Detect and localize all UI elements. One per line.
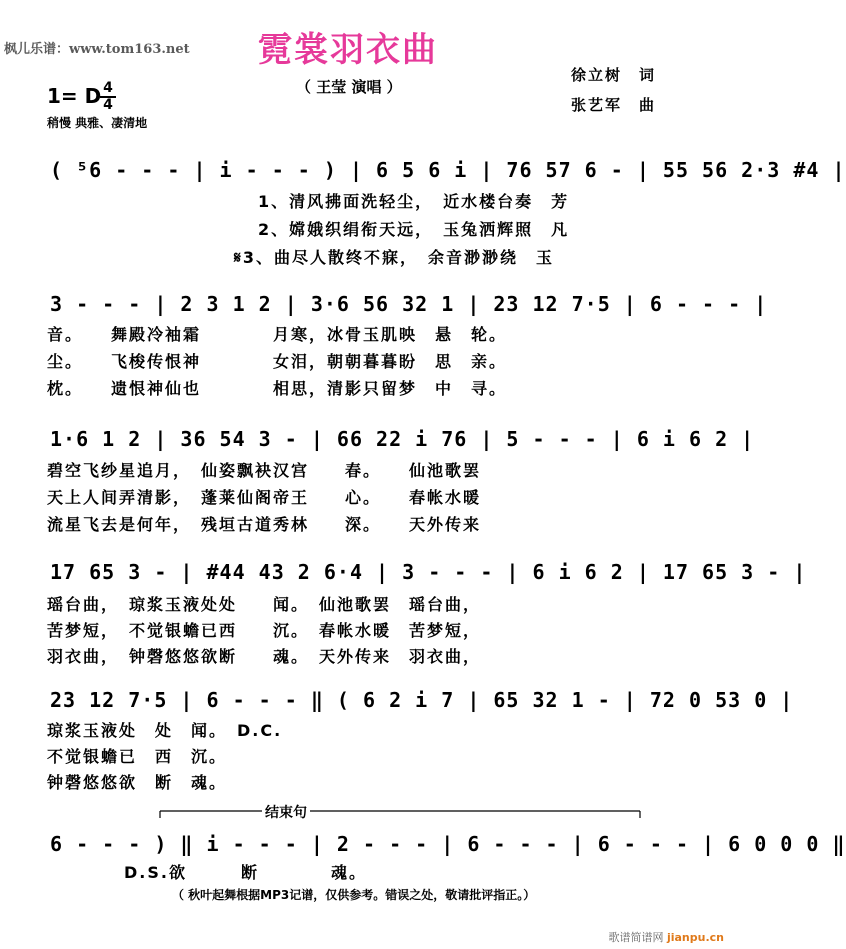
ending-label: 结束句 [262, 802, 310, 822]
system-5-lyric-1: 琼浆玉液处 处 闻。 D.C. [47, 721, 283, 740]
system-6-lyric: D.S.欲 断 魂。 [124, 863, 367, 882]
key-signature: 1= D [47, 84, 102, 108]
system-4-notes: 17 65 3 - | #44 43 2 6·4 | 3 - - - | 6 i 6 2 | 17 65 3 - | [50, 560, 807, 584]
system-1-lyric-1: 1、清风拂面洗轻尘， 近水楼台奏 芳 [258, 192, 570, 211]
system-4-lyric-1: 瑶台曲， 琼浆玉液处处 闻。 仙池歌罢 瑶台曲， [47, 595, 482, 614]
system-5-notes: 23 12 7·5 | 6 - - - ‖ ( 6 2 i 7 | 65 32 1 - | 72 0 53 0 | [50, 688, 794, 712]
system-2-lyric-3: 枕。 遗恨神仙也 相思，清影只留梦 中 寻。 [47, 379, 508, 398]
system-2-notes: 3 - - - | 2 3 1 2 | 3·6 56 32 1 | 23 12 7·5 | 6 - - - | [50, 292, 768, 316]
system-1-lyric-2: 2、嫦娥织绢衔天远， 玉兔洒辉照 凡 [258, 220, 570, 239]
system-2-lyric-2: 尘。 飞梭传恨神 女泪，朝朝暮暮盼 思 亲。 [47, 352, 508, 371]
corner-watermark-alt: jianpu.cn [666, 931, 724, 944]
footer-note: （ 秋叶起舞根据MP3记谱，仅供参考。错误之处，敬请批评指正。） [172, 888, 536, 902]
composer-credit: 张艺军 曲 [571, 96, 657, 114]
system-5-lyric-2: 不觉银蟾已 西 沉。 [47, 747, 228, 766]
system-4-lyric-3: 羽衣曲， 钟磬悠悠欲断 魂。 天外传来 羽衣曲， [47, 647, 482, 666]
system-3-notes: 1·6 1 2 | 36 54 3 - | 66 22 i 76 | 5 - - - | 6 i 6 2 | [50, 427, 755, 451]
system-3-lyric-1: 碧空飞纱星追月， 仙姿飘袂汉宫 春。 仙池歌罢 [47, 461, 482, 480]
singer-credit: （ 王莹 演唱 ） [296, 78, 402, 96]
time-signature-bottom: 4 [103, 97, 113, 113]
system-4-lyric-2: 苦梦短， 不觉银蟾已西 沉。 春帐水暖 苦梦短， [47, 621, 482, 640]
system-2-lyric-1: 音。 舞殿冷袖霜 月寒，冰骨玉肌映 悬 轮。 [47, 325, 508, 344]
system-6-notes: 6 - - - ) ‖ i - - - | 2 - - - | 6 - - - | 6 - - - | 6 0 0 0 ‖ [50, 832, 846, 856]
corner-watermark-text: 歌谱简谱网 [608, 931, 664, 944]
system-1-lyric-3: 𝄋3、曲尽人散终不寐， 余音渺渺绕 玉 [234, 248, 555, 267]
site-watermark: 枫儿乐谱：www.tom163.net [4, 42, 190, 57]
system-3-lyric-3: 流星飞去是何年， 残垣古道秀林 深。 天外传来 [47, 515, 482, 534]
system-1-notes: ( ⁵6 - - - | i - - - ) | 6 5 6 i | 76 57 6 - | 55 56 2·3 #4 | [50, 158, 846, 182]
tempo-mark: 稍慢 典雅、凄清地 [47, 116, 148, 130]
system-3-lyric-2: 天上人间弄清影， 蓬莱仙阁帝王 心。 春帐水暖 [47, 488, 482, 507]
time-signature-top: 4 [103, 80, 113, 96]
corner-watermark [608, 929, 724, 945]
lyricist-credit: 徐立树 词 [571, 66, 657, 84]
song-title: 霓裳羽衣曲 [258, 30, 438, 70]
system-5-lyric-3: 钟磬悠悠欲 断 魂。 [47, 773, 228, 792]
